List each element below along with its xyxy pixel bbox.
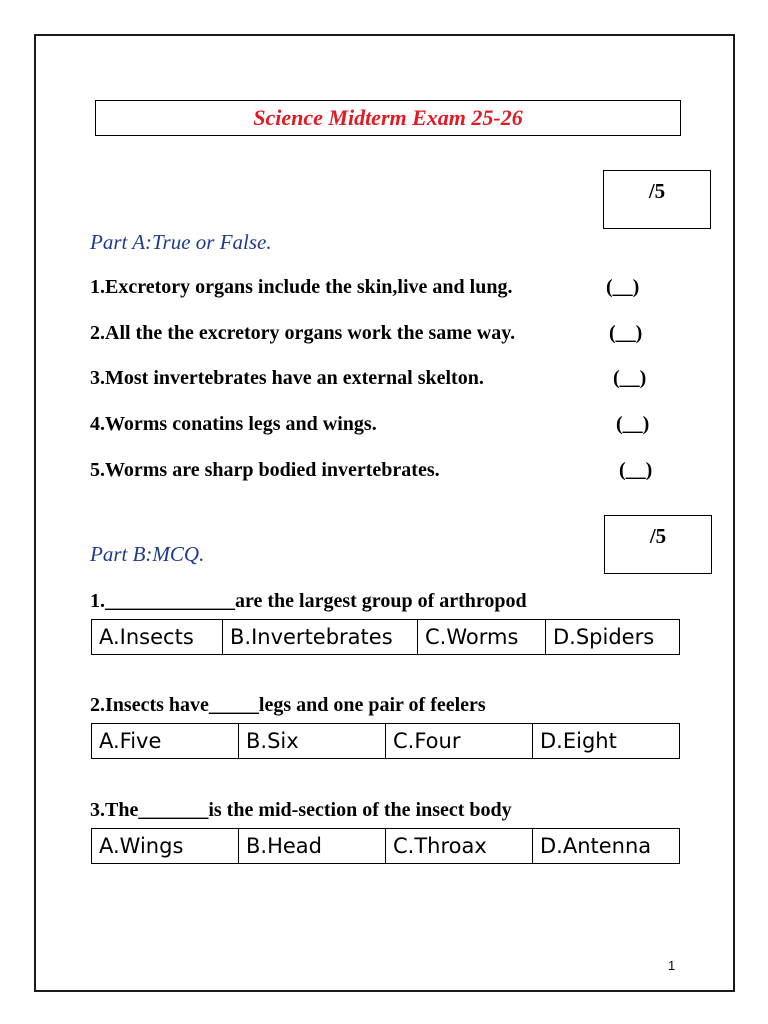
part-b-score-box <box>604 515 712 574</box>
exam-title <box>95 100 681 136</box>
option-c[interactable]: C.Throax <box>386 829 533 864</box>
part-b-heading: Part B:MCQ. <box>90 542 205 566</box>
mcq-question-text: 1._____________are the largest group of arthropod <box>90 590 527 612</box>
true-false-question <box>90 413 670 439</box>
answer-blank[interactable]: (__) <box>616 413 650 435</box>
answer-blank[interactable]: (__) <box>613 367 647 389</box>
exam-title-text: Science Midterm Exam 25-26 <box>253 105 523 130</box>
question-text: 2.All the the excretory organs work the same way. <box>90 322 516 344</box>
mcq-options-table <box>91 828 680 864</box>
true-false-question <box>90 276 670 302</box>
option-c[interactable]: C.Four <box>386 724 533 759</box>
option-d[interactable]: D.Eight <box>533 724 680 759</box>
mcq-question-text: 2.Insects have_____legs and one pair of feelers <box>90 694 486 716</box>
options-row <box>92 724 680 759</box>
option-b[interactable]: B.Invertebrates <box>223 620 418 655</box>
mcq-question-text: 3.The_______is the mid-section of the insect body <box>90 799 512 821</box>
true-false-question <box>90 459 670 485</box>
option-a[interactable]: A.Insects <box>92 620 223 655</box>
part-a-heading: Part A:True or False. <box>90 230 272 254</box>
options-row <box>92 620 680 655</box>
answer-blank[interactable]: (__) <box>609 322 643 344</box>
page-number: 1 <box>668 958 676 973</box>
mcq-options-table <box>91 723 680 759</box>
question-text: 5.Worms are sharp bodied invertebrates. <box>90 459 440 481</box>
option-d[interactable]: D.Antenna <box>533 829 680 864</box>
options-row <box>92 829 680 864</box>
option-a[interactable]: A.Wings <box>92 829 239 864</box>
true-false-question <box>90 322 670 348</box>
option-d[interactable]: D.Spiders <box>546 620 680 655</box>
part-a-score: /5 <box>648 179 666 203</box>
part-a-score-box <box>603 170 711 229</box>
option-b[interactable]: B.Head <box>239 829 386 864</box>
true-false-question <box>90 367 670 393</box>
mcq-options-table <box>91 619 680 655</box>
option-a[interactable]: A.Five <box>92 724 239 759</box>
answer-blank[interactable]: (__) <box>606 276 640 298</box>
part-b-score: /5 <box>649 524 667 548</box>
option-b[interactable]: B.Six <box>239 724 386 759</box>
option-c[interactable]: C.Worms <box>418 620 546 655</box>
question-text: 3.Most invertebrates have an external skelton. <box>90 367 484 389</box>
question-text: 1.Excretory organs include the skin,live and lung. <box>90 276 513 298</box>
answer-blank[interactable]: (__) <box>619 459 653 481</box>
question-text: 4.Worms conatins legs and wings. <box>90 413 377 435</box>
